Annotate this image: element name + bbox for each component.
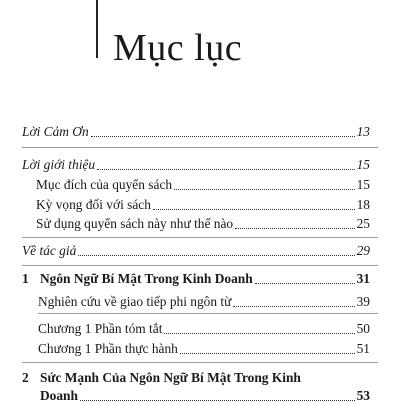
toc-entry-chapter-2[interactable] (22, 370, 370, 386)
toc-entry-page: 51 (356, 341, 370, 356)
toc-entry-expectations[interactable] (36, 197, 370, 213)
leader-dots (235, 227, 354, 229)
leader-dots (153, 208, 355, 210)
toc-entry-label: Lời giới thiệu (22, 157, 96, 172)
section-divider (22, 362, 378, 363)
toc-entry-page: 39 (356, 294, 370, 309)
toc-entry-chapter-2-cont[interactable] (40, 388, 370, 404)
toc-entry-label: Nghiên cứu về giao tiếp phi ngôn từ (38, 294, 232, 309)
toc-entry-page: 25 (356, 216, 370, 231)
toc-entry-chapter-1-summary[interactable] (38, 321, 370, 337)
leader-dots (97, 168, 355, 170)
toc-entry-page: 13 (356, 124, 370, 139)
toc-entry-label: Lời Cảm Ơn (22, 124, 89, 139)
section-divider (22, 237, 378, 238)
toc-entry-label: Ngôn Ngữ Bí Mật Trong Kinh Doanh (40, 271, 253, 286)
leader-dots (174, 188, 355, 190)
toc-entry-how-to-use[interactable] (36, 216, 370, 232)
toc-entry-page: 50 (356, 321, 370, 336)
section-divider (22, 147, 378, 148)
toc-entry-page: 29 (356, 243, 370, 258)
toc-entry-label: Về tác giả (22, 243, 77, 258)
section-divider (38, 313, 378, 314)
toc-entry-label: Kỳ vọng đối với sách (36, 197, 151, 212)
toc-entry-page: 15 (356, 177, 370, 192)
toc-entry-page: 53 (356, 388, 370, 403)
leader-dots (164, 332, 354, 334)
toc-entry-introduction[interactable] (22, 157, 370, 173)
toc-entry-label: Sử dụng quyển sách này như thế nào (36, 216, 234, 231)
toc-entry-label: Sức Mạnh Của Ngôn Ngữ Bí Mật Trong Kinh (40, 370, 301, 385)
toc-entry-label: Chương 1 Phần thực hành (38, 341, 178, 356)
leader-dots (255, 282, 355, 284)
leader-dots (80, 399, 355, 401)
leader-dots (78, 254, 354, 256)
toc-entry-label: Doanh (40, 388, 78, 403)
toc-entry-label: Mục đích của quyển sách (36, 177, 173, 192)
toc-entry-page: 15 (356, 157, 370, 172)
toc-entry-chapter-1-practice[interactable] (38, 341, 370, 357)
page-title: Mục lục (113, 27, 243, 69)
title-rule (96, 0, 98, 58)
toc-entry-about-author[interactable] (22, 243, 370, 259)
toc-entry-purpose[interactable] (36, 177, 370, 193)
leader-dots (233, 305, 354, 307)
toc-entry-acknowledgements[interactable] (22, 124, 370, 140)
chapter-number: 1 (22, 271, 29, 286)
section-divider (22, 265, 378, 266)
toc-entry-chapter-1[interactable] (22, 271, 370, 287)
toc-entry-page: 31 (356, 271, 370, 286)
toc-entry-label: Chương 1 Phần tóm tắt (38, 321, 163, 336)
toc-entry-nonverbal-research[interactable] (38, 294, 370, 310)
leader-dots (91, 135, 355, 137)
chapter-number: 2 (22, 370, 29, 385)
leader-dots (180, 352, 355, 354)
toc-entry-page: 18 (356, 197, 370, 212)
